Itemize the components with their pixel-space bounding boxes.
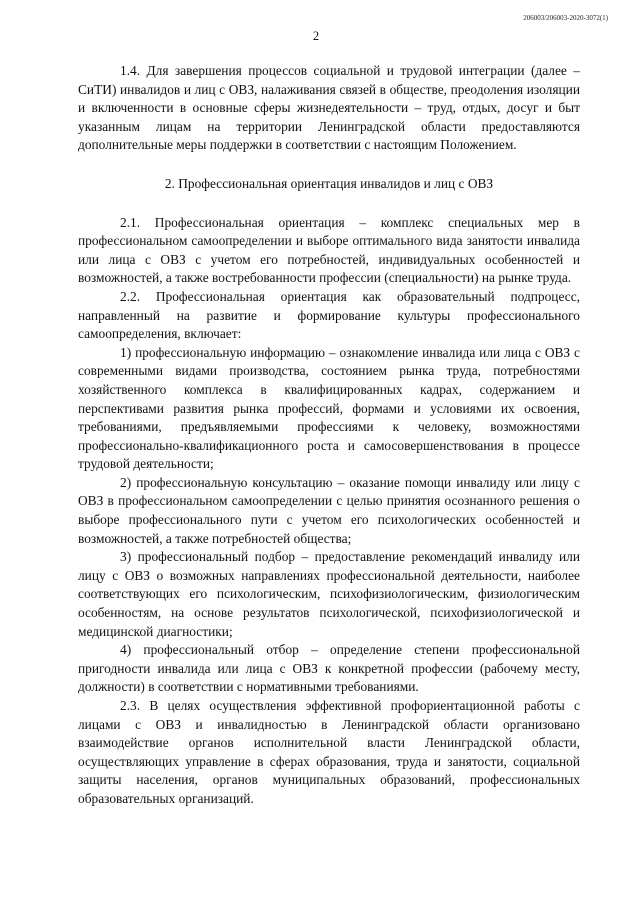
paragraph-2-3: 2.3. В целях осуществления эффективной профориентационной работы с лицами с ОВЗ и инвалидностью в Ленинградской области организовано взаимодействие органов исполнительной власти Ленинградской области, осуществляющих управление в сферах образования, труда и занятости, социальной защиты населения, органов муниципальных образований, профессиональных образовательных организаций. [78, 698, 580, 806]
document-body [78, 62, 580, 809]
list-item-1: 1) профессиональную информацию – ознакомление инвалида или лица с ОВЗ с современными видами производства, состоянием рынка труда, потребностями хозяйственного комплекса в квалифицированных кадрах, содержанием и перспективами развития рынка профессий, формами и условиями их освоения, требованиями, предъявляемыми профессиями к человеку, возможностями профессионально-квалификационного роста и самосовершенствования в процессе трудовой деятельности; [78, 344, 580, 472]
list-item-4: 4) профессиональный отбор – определение степени профессиональной пригодности инвалида или лица с ОВЗ к конкретной профессии (рабочему месту, должности) в соответствии с нормативными требованиями. [78, 642, 580, 695]
page-number: 2 [312, 29, 320, 43]
list-item-2: 2) профессиональную консультацию – оказание помощи инвалиду или лицу с ОВЗ в профессиональном самоопределении с целью принятия осознанного решения о выборе профессионального пути с учетом его психологических особенностей и возможностей, а также потребностей общества; [78, 474, 580, 546]
paragraph-1-4: 1.4. Для завершения процессов социальной и трудовой интеграции (далее – СиТИ) инвалидов и лиц с ОВЗ, налаживания связей в обществе, преодоления изоляции и включенности в основные сферы жизнедеятельности – труд, отдых, досуг и быт указанным лицам на территории Ленинградской области предоставляются дополнительные меры поддержки в соответствии с настоящим Положением. [78, 63, 580, 153]
document-id: 206003/206003-2020-3072(1) [523, 14, 608, 22]
section-title: 2. Профессиональная ориентация инвалидов и лиц с ОВЗ [164, 175, 494, 191]
paragraph-2-2: 2.2. Профессиональная ориентация как образовательный подпроцесс, направленный на развитие и формирование культуры профессионального самоопределения, включает: [78, 288, 580, 342]
paragraph-2-1: 2.1. Профессиональная ориентация – комплекс специальных мер в профессиональном самоопределении и выборе оптимального вида занятости инвалида или лица с ОВЗ с учетом его потребностей, индивидуальных особенностей и возможностей, а также востребованности профессии (специальности) на рынке труда. [78, 214, 580, 286]
list-item-3: 3) профессиональный подбор – предоставление рекомендаций инвалиду или лицу с ОВЗ о возможных направлениях профессиональной деятельности, наиболее соответствующих его психологическим, психофизиологическим, физиологическим особенностям, на основе результатов психологической, психофизиологической и медицинской диагностики; [78, 549, 580, 639]
